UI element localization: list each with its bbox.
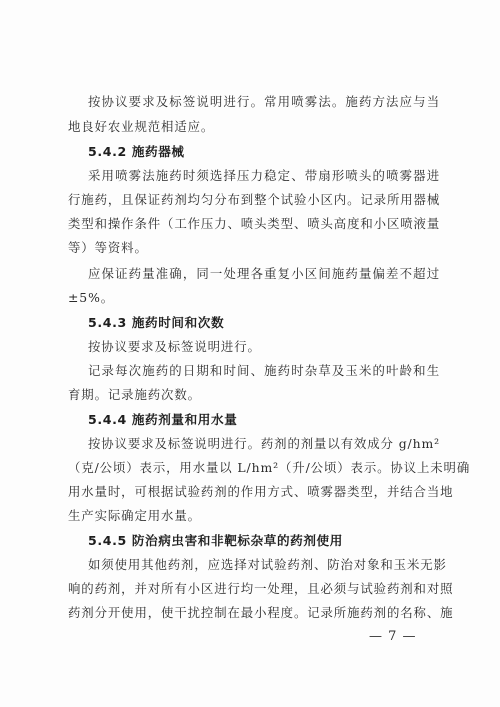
paragraph-line: 类型和操作条件（工作压力、喷头类型、喷头高度和小区喷液量 — [68, 216, 441, 231]
page-number: — 7 — — [369, 629, 417, 644]
paragraph-line: 药剂分开使用，使干扰控制在最小程度。记录所施药剂的名称、施 — [68, 605, 454, 620]
paragraph-line: 育期。记录施药次数。 — [68, 387, 201, 402]
paragraph-line: 按协议要求及标签说明进行。药剂的剂量以有效成分 g/hm² — [88, 436, 440, 451]
paragraph-line: ±5%。 — [68, 290, 115, 305]
paragraph-line: 按协议要求及标签说明进行。 — [88, 339, 261, 354]
paragraph-line: 用水量时，可根据试验药剂的作用方式、喷雾器类型，并结合当地 — [68, 484, 454, 499]
paragraph-line: （克/公顷）表示，用水量以 L/hm²（升/公顷）表示。协议上未明确 — [68, 460, 471, 475]
paragraph-line: 应保证药量准确，同一处理各重复小区间施药量偏差不超过 — [88, 266, 440, 281]
section-heading-5-4-5: 5.4.5 防治病虫害和非靶标杂草的药剂使用 — [88, 533, 343, 548]
paragraph-line: 生产实际确定用水量。 — [68, 508, 201, 523]
paragraph-line: 响的药剂，并对所有小区进行均一处理，且必须与试验药剂和对照 — [68, 581, 454, 596]
paragraph-line: 采用喷雾法施药时须选择压力稳定、带扇形喷头的喷雾器进 — [88, 168, 440, 183]
paragraph-line: 记录每次施药的日期和时间、施药时杂草及玉米的叶龄和生 — [88, 363, 440, 378]
section-heading-5-4-2: 5.4.2 施药器械 — [88, 144, 185, 159]
paragraph-line: 行施药，且保证药剂均匀分布到整个试验小区内。记录所用器械 — [68, 192, 441, 207]
paragraph-line: 按协议要求及标签说明进行。常用喷雾法。施药方法应与当 — [88, 94, 440, 109]
section-heading-5-4-4: 5.4.4 施药剂量和用水量 — [88, 412, 238, 427]
paragraph-line: 地良好农业规范相适应。 — [68, 119, 215, 134]
paragraph-line: 如须使用其他药剂，应选择对试验药剂、防治对象和玉米无影 — [88, 557, 447, 572]
paragraph-line: 等）等资料。 — [68, 240, 148, 255]
section-heading-5-4-3: 5.4.3 施药时间和次数 — [88, 315, 225, 330]
